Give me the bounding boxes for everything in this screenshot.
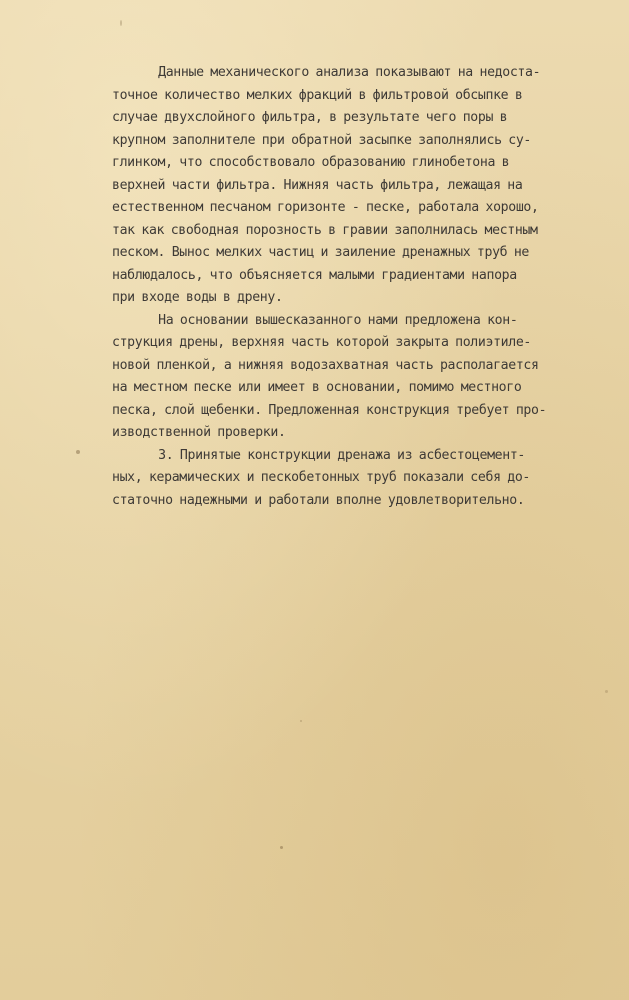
text-line: Данные механического анализа показывают на недоста- — [112, 65, 541, 80]
paper-mark — [120, 20, 122, 26]
text-line: глинком, что способствовало образованию глинобетона в — [112, 155, 510, 170]
text-line: естественном песчаном горизонте - песке, работала хорошо, — [112, 200, 539, 215]
paper-stain — [605, 690, 608, 693]
text-line: так как свободная порозность в гравии заполнилась местным — [112, 222, 538, 238]
paper-stain — [280, 846, 283, 849]
text-line: ных, керамических и пескобетонных труб показали себя до- — [112, 470, 531, 485]
text-line: наблюдалось, что объясняется малыми градиентами напора — [112, 267, 517, 283]
text-line: случае двухслойного фильтра, в результате чего поры в — [112, 110, 508, 125]
text-line: изводственной проверки. — [112, 425, 286, 440]
text-line: струкция дрены, верхняя часть которой закрыта полиэтиле- — [112, 335, 532, 350]
text-line: 3. Принятые конструкции дренажа из асбестоцемент- — [112, 447, 526, 463]
text-line: На основании вышесказанного нами предложена кон- — [112, 312, 518, 328]
text-line: песка, слой щебенки. Предложенная конструкция требует про- — [112, 402, 547, 418]
text-line: крупном заполнителе при обратной засыпке заполнялись су- — [112, 132, 532, 148]
text-line: новой пленкой, а нижняя водозахватная часть располагается — [112, 357, 539, 373]
text-line: при входе воды в дрену. — [112, 290, 283, 305]
text-line: статочно надежными и работали вполне удовлетворительно. — [112, 492, 525, 508]
paper-stain — [300, 720, 302, 722]
text-line: на местном песке или имеет в основании, помимо местного — [112, 380, 522, 395]
text-line: песком. Вынос мелких частиц и заиление дренажных труб не — [112, 245, 530, 260]
text-line: верхней части фильтра. Нижняя часть фильтра, лежащая на — [112, 177, 523, 193]
text-line: точное количество мелких фракций в фильтровой обсыпке в — [112, 87, 523, 103]
paper-stain — [76, 450, 80, 454]
typewritten-text — [112, 62, 592, 512]
